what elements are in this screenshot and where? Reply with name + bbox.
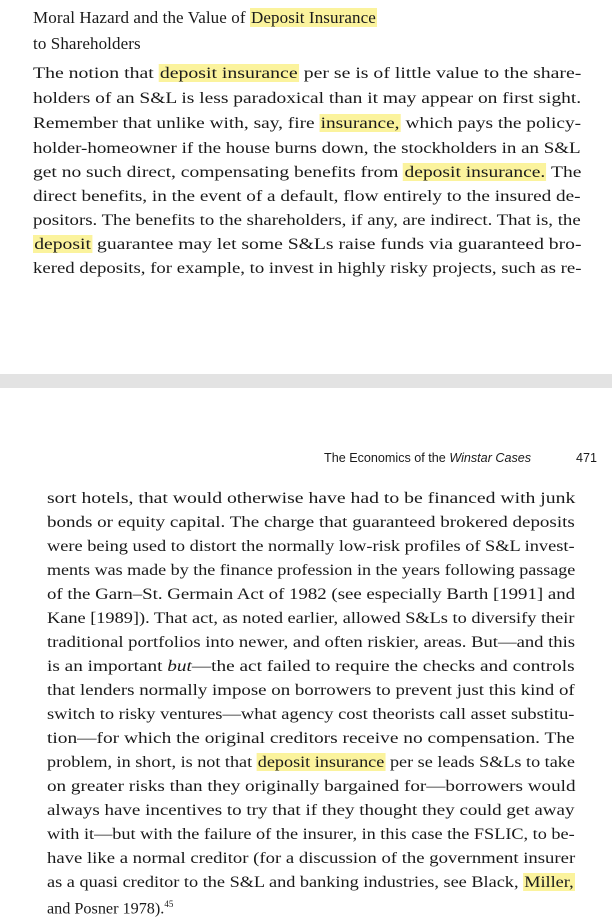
text-span: as a quasi creditor to the S&L and banking industries, see Black, <box>47 873 524 891</box>
text-line: of the Garn–St. Germain Act of 1982 (see especially Barth [1991] and <box>47 585 576 603</box>
text-span: which pays the policy- <box>400 114 582 132</box>
text-line: direct benefits, in the event of a default, flow entirely to the insured de- <box>33 187 581 205</box>
text-span: The <box>546 163 582 181</box>
heading-text: Moral Hazard and the Value of <box>33 8 250 27</box>
top-page <box>0 0 612 374</box>
italic-word: but <box>167 657 192 675</box>
footnote-marker: 45 <box>164 899 174 909</box>
highlighted-term: insurance, <box>320 114 400 132</box>
highlighted-term: Deposit Insurance <box>251 8 376 27</box>
text-line: were being used to distort the normally low-risk profiles of S&L invest- <box>47 537 575 555</box>
text-line: bonds or equity capital. The charge that guaranteed brokered deposits <box>47 513 575 531</box>
text-span: per se leads S&Ls to take <box>385 753 575 771</box>
text-span: The notion that <box>33 64 159 82</box>
text-line: sort hotels, that would otherwise have had to be financed with junk <box>47 489 576 507</box>
text-line: Kane [1989]). That act, as noted earlier, allowed S&Ls to diversify their <box>47 609 575 627</box>
highlighted-term: deposit <box>34 235 91 253</box>
text-line <box>33 234 582 254</box>
text-line: always have incentives to try that if they thought they could get away <box>47 801 575 819</box>
text-line: on greater risks than they originally bargained for—borrowers would <box>47 777 576 795</box>
text-line <box>33 162 581 182</box>
text-line <box>47 894 173 918</box>
text-line <box>47 656 575 676</box>
highlighted-term: deposit insurance <box>257 753 385 771</box>
text-span: is an important <box>47 657 168 675</box>
text-span: Remember that unlike with, say, fire <box>33 114 320 132</box>
text-line: that lenders normally impose on borrowers to prevent just this kind of <box>47 681 575 699</box>
text-span: problem, in short, is not that <box>47 753 257 771</box>
text-line: have like a normal creditor (for a discussion of the government insurer <box>47 849 576 867</box>
text-line: switch to risky ventures—what agency cost theorists call asset substitu- <box>47 705 575 723</box>
running-head <box>324 451 531 465</box>
text-span: —the act failed to require the checks and controls <box>191 657 575 675</box>
text-span: and Posner 1978). <box>47 899 165 918</box>
text-line: tion—for which the original creditors receive no compensation. The <box>47 729 575 747</box>
text-span: guarantee may let some S&Ls raise funds via guaranteed bro- <box>92 235 582 253</box>
text-line: with it—but with the failure of the insurer, in this case the FSLIC, to be- <box>47 825 575 843</box>
highlighted-term: deposit insurance <box>159 64 298 82</box>
page-separator <box>0 374 612 388</box>
highlighted-term: deposit insurance. <box>404 163 546 181</box>
bottom-page <box>0 388 612 918</box>
section-heading-line-2: to Shareholders <box>33 34 141 53</box>
text-line: traditional portfolios into newer, and often riskier, areas. But—and this <box>47 633 576 651</box>
text-line <box>47 752 575 772</box>
text-line: holder-homeowner if the house burns down, the stockholders in an S&L <box>33 139 581 157</box>
text-line: positors. The benefits to the shareholders, if any, are indirect. That is, the <box>33 211 581 229</box>
section-heading <box>33 8 377 28</box>
text-line: ments was made by the finance profession in the years following passage <box>47 561 576 579</box>
text-line: kered deposits, for example, to invest in highly risky projects, such as re- <box>33 259 582 277</box>
text-line <box>33 113 581 133</box>
running-head-text: The Economics of the <box>324 451 450 465</box>
running-head-italic: Winstar Cases <box>449 451 532 465</box>
text-line <box>47 872 575 892</box>
text-line: holders of an S&L is less paradoxical than it may appear on first sight. <box>33 89 582 107</box>
page-number: 471 <box>576 451 598 465</box>
text-line <box>33 63 581 83</box>
highlighted-term: Miller, <box>524 873 574 891</box>
text-span: per se is of little value to the share- <box>298 64 582 82</box>
text-span: get no such direct, compensating benefits from <box>33 163 404 181</box>
